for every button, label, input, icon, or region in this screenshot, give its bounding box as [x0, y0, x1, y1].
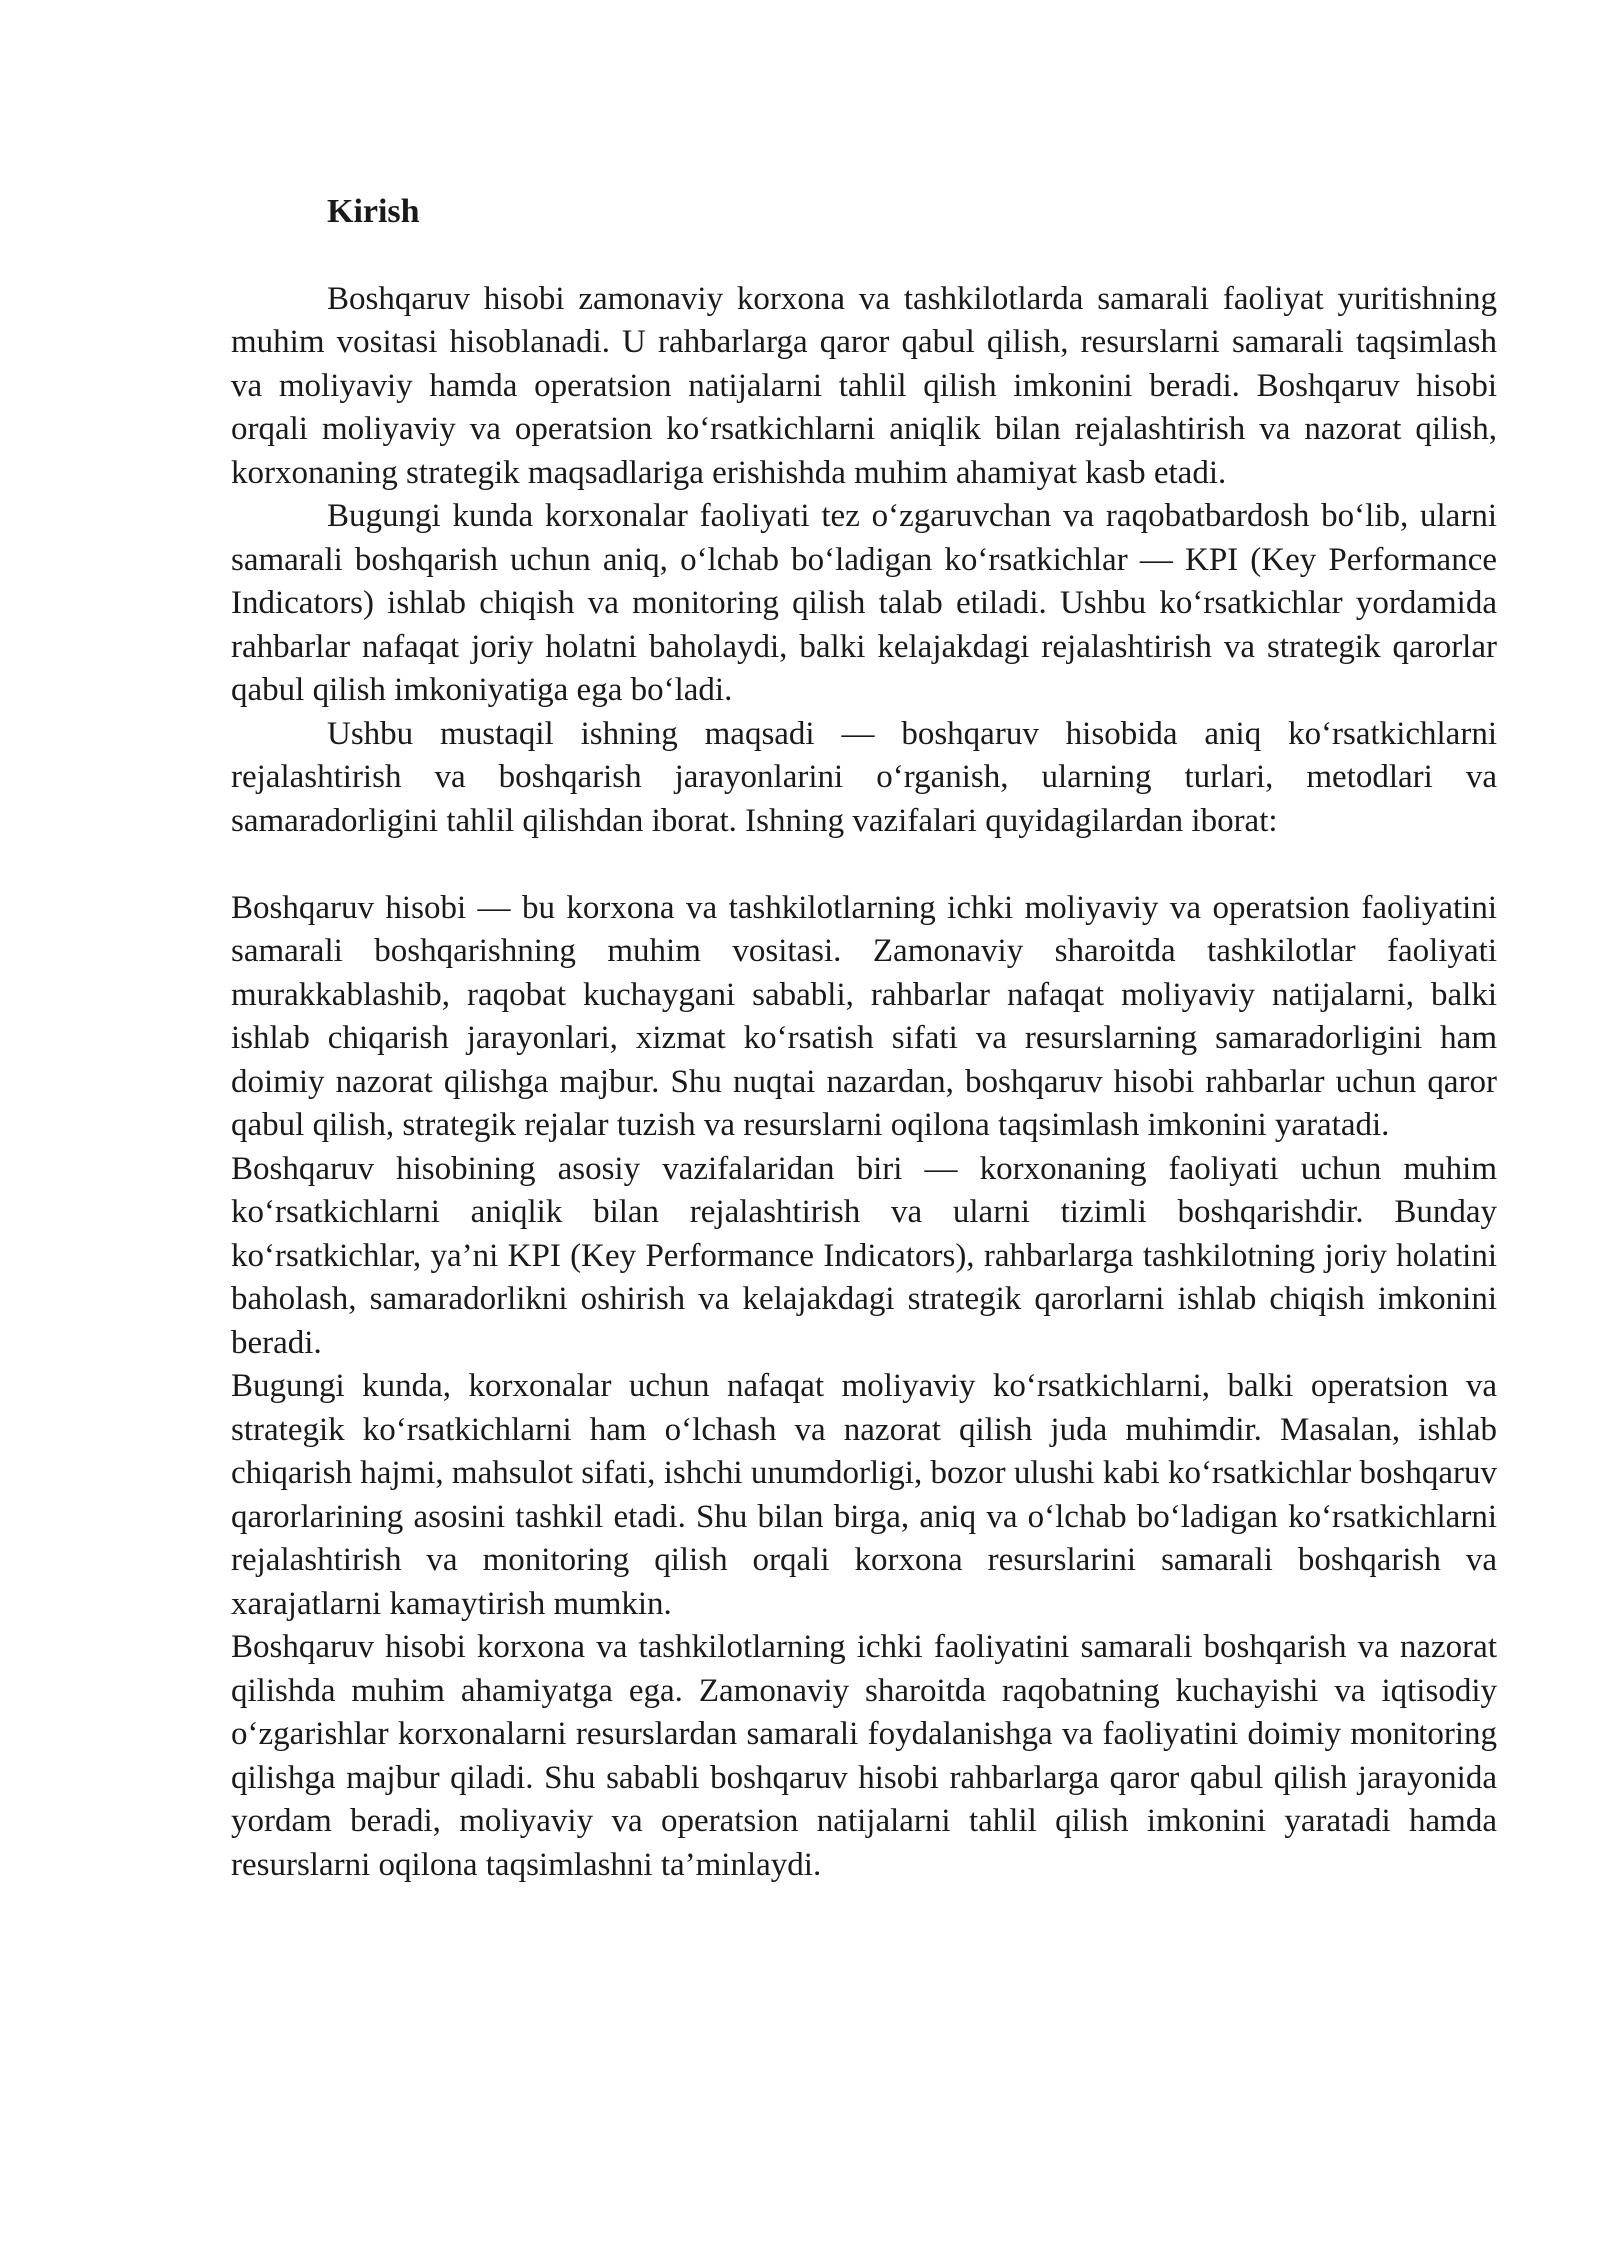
- body-paragraph-4: Boshqaruv hisobi korxona va tashkilotlarning ichki faoliyatini samarali boshqarish va nazorat qilishda muhim ahamiyatga ega. Zamonaviy sharoitda raqobatning kuchayishi va iqtisodiy o‘zgarishlar korxonalarni resurslardan samarali foydalanishga va faoliyatini doimiy monitoring qilishga majbur qiladi. Shu sababli boshqaruv hisobi rahbarlarga qaror qabul qilish jarayonida yordam beradi, moliyaviy va operatsion natijalarni tahlil qilish imkonini yaratadi hamda resurslarni oqilona taqsimlashni ta’minlaydi.: [231, 1629, 1497, 1883]
- paragraph-gap: [231, 843, 1497, 887]
- body-paragraph-1: Boshqaruv hisobi — bu korxona va tashkilotlarning ichki moliyaviy va operatsion faoliyatini samarali boshqarishning muhim vositasi. Zamonaviy sharoitda tashkilotlar faoliyati murakkablashib, raqobat kuchaygani sababli, rahbarlar nafaqat moliyaviy natijalarni, balki ishlab chiqarish jarayonlari, xizmat ko‘rsatish sifati va resurslarning samaradorligini ham doimiy nazorat qilishga majbur. Shu nuqtai nazardan, boshqaruv hisobi rahbarlar uchun qaror qabul qilish, strategik rejalar tuzish va resurslarni oqilona taqsimlash imkonini yaratadi.: [231, 889, 1497, 1143]
- body-paragraph-3: Bugungi kunda, korxonalar uchun nafaqat moliyaviy ko‘rsatkichlarni, balki operatsion va strategik ko‘rsatkichlarni ham o‘lchash va nazorat qilish juda muhimdir. Masalan, ishlab chiqarish hajmi, mahsulot sifati, ishchi unumdorligi, bozor ulushi kabi ko‘rsatkichlar boshqaruv qarorlarining asosini tashkil etadi. Shu bilan birga, aniq va o‘lchab bo‘ladigan ko‘rsatkichlarni rejalashtirish va monitoring qilish orqali korxona resurslarini samarali boshqarish va xarajatlarni kamaytirish mumkin.: [231, 1368, 1497, 1622]
- intro-paragraph-3: Ushbu mustaqil ishning maqsadi — boshqaruv hisobida aniq ko‘rsatkichlarni rejalashtirish va boshqarish jarayonlarini o‘rganish, ularning turlari, metodlari va samaradorligini tahlil qilishdan iborat. Ishning vazifalari quyidagilardan iborat:: [231, 715, 1497, 839]
- intro-paragraph-2: Bugungi kunda korxonalar faoliyati tez o‘zgaruvchan va raqobatbardosh bo‘lib, ularni samarali boshqarish uchun aniq, o‘lchab bo‘ladigan ko‘rsatkichlar — KPI (Key Performance Indicators) ishlab chiqish va monitoring qilish talab etiladi. Ushbu ko‘rsatkichlar yordamida rahbarlar nafaqat joriy holatni baholaydi, balki kelajakdagi rejalashtirish va strategik qarorlar qabul qilish imkoniyatiga ega bo‘ladi.: [231, 498, 1497, 708]
- document-body: [231, 190, 1497, 1887]
- body-paragraph-2: Boshqaruv hisobining asosiy vazifalaridan biri — korxonaning faoliyati uchun muhim ko‘rsatkichlarni aniqlik bilan rejalashtirish va ularni tizimli boshqarishdir. Bunday ko‘rsatkichlar, ya’ni KPI (Key Performance Indicators), rahbarlarga tashkilotning joriy holatini baholash, samaradorlikni oshirish va kelajakdagi strategik qarorlarni ishlab chiqish imkonini beradi.: [231, 1150, 1497, 1361]
- intro-paragraph-1: Boshqaruv hisobi zamonaviy korxona va tashkilotlarda samarali faoliyat yuritishning muhim vositasi hisoblanadi. U rahbarlarga qaror qabul qilish, resurslarni samarali taqsimlash va moliyaviy hamda operatsion natijalarni tahlil qilish imkonini beradi. Boshqaruv hisobi orqali moliyaviy va operatsion ko‘rsatkichlarni aniqlik bilan rejalashtirish va nazorat qilish, korxonaning strategik maqsadlariga erishishda muhim ahamiyat kasb etadi.: [231, 280, 1497, 491]
- section-heading: Kirish: [327, 193, 420, 230]
